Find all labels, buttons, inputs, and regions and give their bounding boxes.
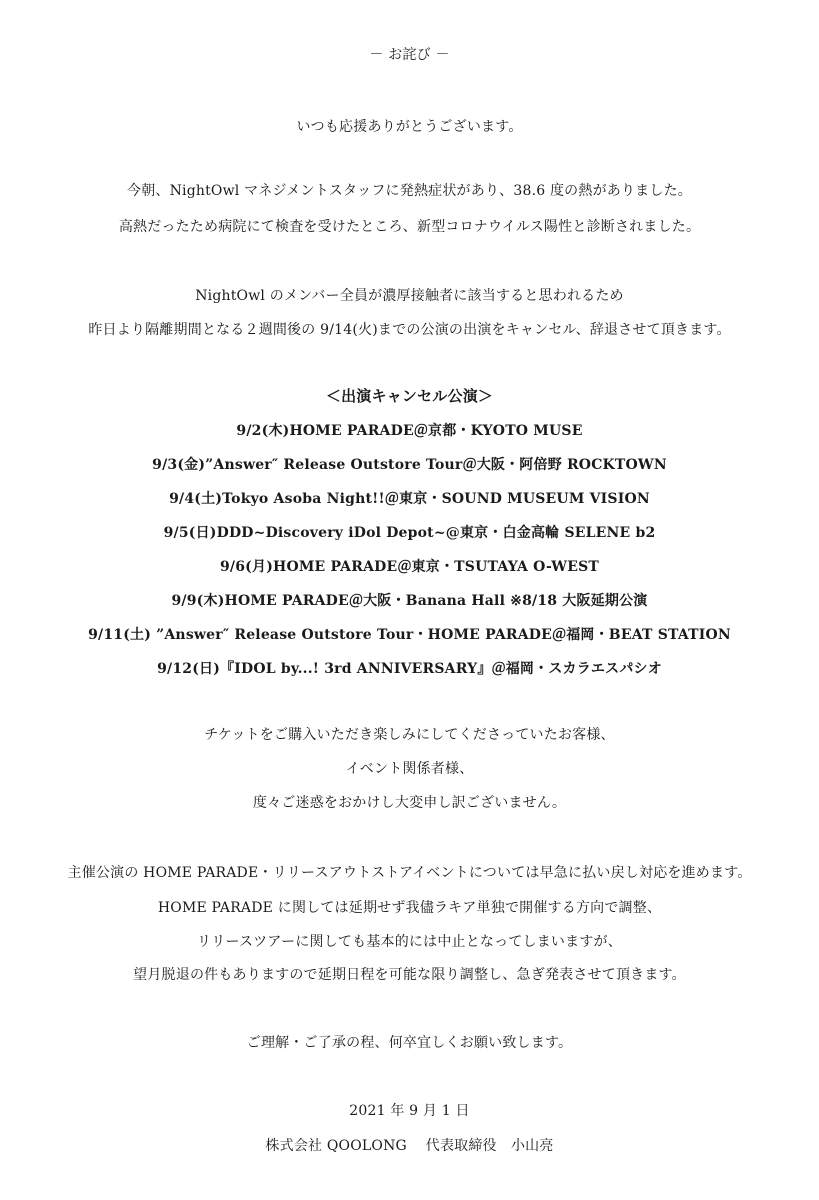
apology-line-3: 度々ご迷惑をおかけし大変申し訳ございません。 bbox=[252, 795, 567, 811]
refund-line-4: 望月脱退の件もありますので延期日程を可能な限り調整し、急ぎ発表させて頂きます。 bbox=[133, 967, 686, 983]
cancelled-show-item: 9/12(日)『IDOL by...! 3rd ANNIVERSARY』＠福岡・スカラエスパシオ bbox=[157, 661, 662, 677]
closing-line: ご理解・ご了承の程、何卒宜しくお願い致します。 bbox=[246, 1035, 573, 1051]
cancelled-show-item: 9/4(土)Tokyo Asoba Night!!＠東京・SOUND MUSEUM VISION bbox=[169, 491, 650, 507]
company-signature: 株式会社 QOOLONG 代表取締役 小山亮 bbox=[265, 1138, 554, 1154]
cancelled-show-item: 9/5(日)DDD~Discovery iDol Depot~@東京・白金高輪 SELENE b2 bbox=[163, 525, 656, 541]
refund-line-2: HOME PARADE に関しては延期せず我儘ラキア単独で開催する方向で調整、 bbox=[157, 900, 662, 916]
apology-line-2: イベント関係者様、 bbox=[345, 761, 474, 777]
cancelled-show-item: 9/3(金)”Answer″ Release Outstore Tour＠大阪・阿倍野 ROCKTOWN bbox=[152, 457, 667, 473]
refund-line-1: 主催公演の HOME PARADE・リリースアウトストアイベントについては早急に払い戻し対応を進めます。 bbox=[67, 865, 752, 881]
notice-date: 2021 年 9 月 1 日 bbox=[349, 1103, 470, 1119]
cancelled-show-item: 9/2(木)HOME PARADE＠京都・KYOTO MUSE bbox=[236, 423, 583, 439]
fever-report-line-1: 今朝、NightOwl マネジメントスタッフに発熱症状があり、38.6 度の熱がありました。 bbox=[127, 183, 692, 199]
cancellation-reason-line-1: NightOwl のメンバー全員が濃厚接触者に該当すると思われるため bbox=[195, 288, 624, 304]
fever-report-line-2: 高熱だったため病院にて検査を受けたところ、新型コロナウイルス陽性と診断されました。 bbox=[118, 219, 701, 235]
apology-line-1: チケットをご購入いただき楽しみにしてくださっていたお客様、 bbox=[204, 727, 615, 743]
cancelled-show-item: 9/6(月)HOME PARADE＠東京・TSUTAYA O-WEST bbox=[219, 559, 600, 575]
cancellation-reason-line-2: 昨日より隔離期間となる２週間後の 9/14(火)までの公演の出演をキャンセル、辞退させて頂きます。 bbox=[88, 322, 731, 338]
greeting-line: いつも応援ありがとうございます。 bbox=[296, 119, 523, 135]
refund-line-3: リリースツアーに関しても基本的には中止となってしまいますが、 bbox=[197, 934, 622, 950]
cancelled-shows-heading: ＜出演キャンセル公演＞ bbox=[325, 387, 494, 405]
cancelled-show-item: 9/9(木)HOME PARADE＠大阪・Banana Hall ※8/18 大阪延期公演 bbox=[171, 593, 648, 609]
cancelled-show-item: 9/11(土) ”Answer″ Release Outstore Tour・HOME PARADE＠福岡・BEAT STATION bbox=[88, 627, 731, 643]
notice-title: － お詫び － bbox=[369, 47, 450, 63]
